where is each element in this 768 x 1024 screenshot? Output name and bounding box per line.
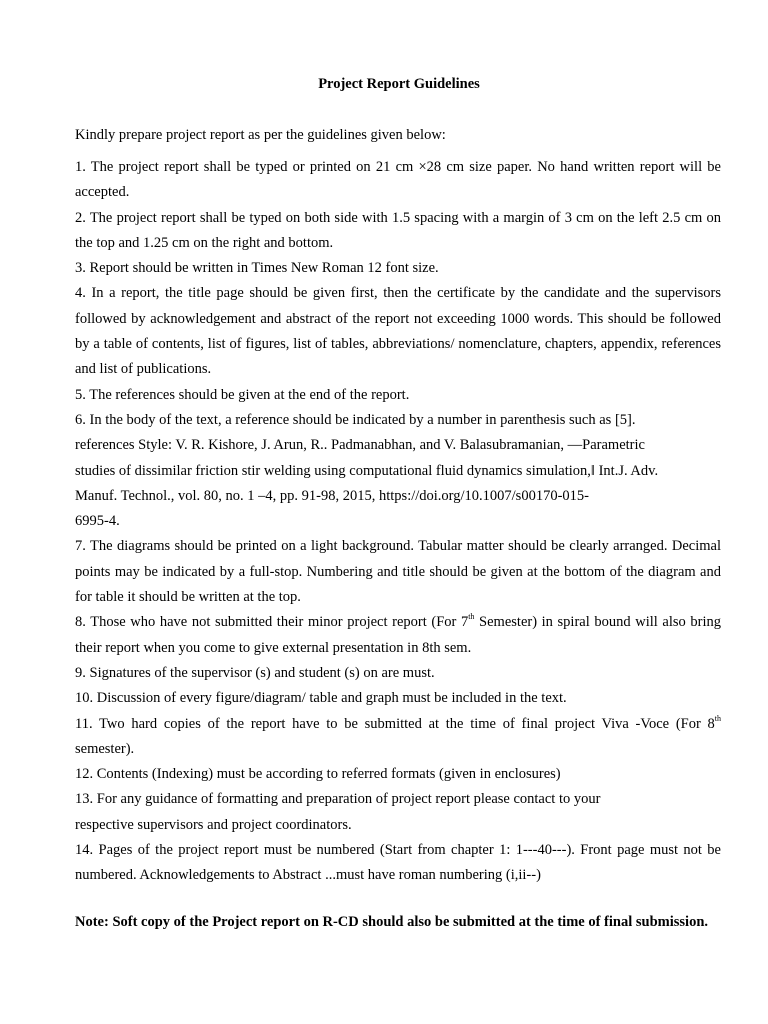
- guideline-11-text-end: semester).: [75, 740, 135, 757]
- guideline-11-text-start: 11. Two hard copies of the report have to be submitted at the time of final project Viva -Voce (For 8: [75, 715, 715, 732]
- page-title: Project Report Guidelines: [318, 76, 480, 92]
- guideline-9: 9. Signatures of the supervisor (s) and student (s) on are must.: [75, 664, 435, 681]
- guideline-6-reference-line-2: studies of dissimilar friction stir welding using computational fluid dynamics simulation,‖ Int.J. Adv.: [75, 462, 659, 479]
- guideline-1: 1. The project report shall be typed or printed on 21 cm ×28 cm size paper. No hand written report will be accepted.: [75, 159, 721, 201]
- guideline-10: 10. Discussion of every figure/diagram/ table and graph must be included in the text.: [75, 690, 567, 707]
- guideline-13-line-2: respective supervisors and project coordinators.: [75, 816, 352, 833]
- guideline-11-superscript: th: [714, 713, 721, 723]
- guidelines-body: [75, 125, 721, 889]
- guideline-7: 7. The diagrams should be printed on a light background. Tabular matter should be clearly arranged. Decimal points may be indicated by a full-stop. Numbering and title should be given at the bottom of the diagram and for table it should be written at the top.: [75, 538, 721, 606]
- guideline-8-text-end: Semester) in spiral bound will also bring their report when you come to give external presentation in 8th sem.: [75, 614, 721, 656]
- intro-text: Kindly prepare project report as per the guidelines given below:: [75, 127, 446, 143]
- guideline-6-reference-line-1: references Style: V. R. Kishore, J. Arun, R.. Padmanabhan, and V. Balasubramanian, —Parametric: [75, 437, 645, 454]
- guideline-8-superscript: th: [468, 612, 475, 622]
- guideline-6-reference-line-3: Manuf. Technol., vol. 80, no. 1 –4, pp. 91-98, 2015, https://doi.org/10.1007/s00170-015-: [75, 487, 589, 504]
- submission-note: Note: Soft copy of the Project report on R-CD should also be submitted at the time of final submission.: [75, 914, 709, 930]
- guideline-3: 3. Report should be written in Times New Roman 12 font size.: [75, 260, 439, 277]
- guideline-6: [75, 408, 721, 534]
- guideline-11: [75, 712, 721, 763]
- guideline-13: [75, 787, 721, 838]
- guideline-8: [75, 610, 721, 661]
- guideline-6-reference-line-4: 6995-4.: [75, 513, 120, 530]
- guideline-13-line-1: 13. For any guidance of formatting and preparation of project report please contact to your: [75, 791, 601, 808]
- guideline-2: 2. The project report shall be typed on both side with 1.5 spacing with a margin of 3 cm on the left 2.5 cm on the top and 1.25 cm on the right and bottom.: [75, 209, 721, 251]
- guideline-12: 12. Contents (Indexing) must be according to referred formats (given in enclosures): [75, 766, 561, 783]
- guideline-4: 4. In a report, the title page should be given first, then the certificate by the candidate and the supervisors followed by acknowledgement and abstract of the report not exceeding 1000 words. This should be followed by a table of contents, list of figures, list of tables, abbreviations/ nomenclature, chapters, appendix, references and list of publications.: [75, 285, 721, 378]
- guideline-14: 14. Pages of the project report must be numbered (Start from chapter 1: 1---40---). Front page must not be numbered. Acknowledgements to Abstract ...must have roman numbering (i,ii--): [75, 842, 721, 884]
- guideline-6-line-1: 6. In the body of the text, a reference should be indicated by a number in parenthesis such as [5].: [75, 411, 636, 428]
- guideline-8-text-start: 8. Those who have not submitted their minor project report (For 7: [75, 614, 469, 631]
- guideline-5: 5. The references should be given at the end of the report.: [75, 386, 410, 403]
